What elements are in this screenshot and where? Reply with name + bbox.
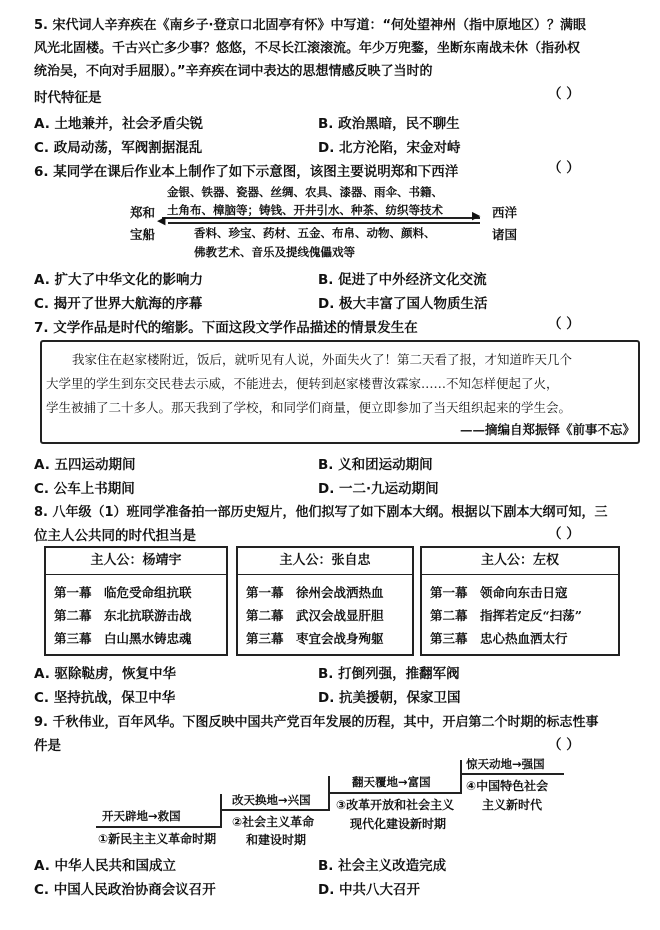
q9-stage2-label-a: ②社会主义革命 <box>232 815 315 829</box>
q7-passage-line2: 大学里的学生到东交民巷去示威，不能进去，便转到赵家楼曹汝霖家……不知怎样便起了火， <box>46 376 559 391</box>
q7-passage-line1: 我家住在赵家楼附近，饭后，就听见有人说，外面失火了！第二天看了报，才知道昨天几个 <box>72 352 573 367</box>
q8-plot-hero: 主人公：杨靖宇 <box>46 548 226 575</box>
q6-diagram-row4: 佛教艺术、音乐及提线傀儡戏等 <box>194 245 355 259</box>
q6-stem: 6. 某同学在课后作业本上制作了如下示意图，该图主要说明郑和下西洋 <box>34 164 459 180</box>
q9-stage3-label-a: ③改革开放和社会主义 <box>336 798 455 812</box>
q5-option-a[interactable]: A. 土地兼并，社会矛盾尖锐 <box>34 116 204 132</box>
q8-plot-hero: 主人公：左权 <box>422 548 618 575</box>
q8-plot-card-yang <box>44 546 228 656</box>
q6-diagram-row2: 土角布、樟脑等；铸钱、开井引水、种茶、纺织等技术 <box>167 203 443 217</box>
q8-plot-act2: 第二幕 指挥若定反“扫荡” <box>430 608 582 623</box>
q6-diagram-row1: 金银、铁器、瓷器、丝绸、农具、漆器、雨伞、书籍、 <box>167 185 443 199</box>
q9-stage4-label-a: ④中国特色社会 <box>466 779 549 793</box>
q6-diagram-right-bottom: 诸国 <box>492 227 518 242</box>
q9-stage2-step <box>220 809 330 811</box>
q9-stage3-step <box>328 792 462 794</box>
q5-option-b[interactable]: B. 政治黑暗，民不聊生 <box>318 116 460 132</box>
q9-stage3-riser <box>460 760 462 794</box>
q9-stage1-title: 开天辟地→救国 <box>102 809 181 823</box>
q9-stem-line2: 件是 <box>34 738 61 754</box>
q6-arrow-to-west <box>162 217 480 219</box>
q6-diagram-left-bottom: 宝船 <box>130 227 156 242</box>
q6-diagram-row3: 香料、珍宝、药材、五金、布帛、动物、颜料、 <box>194 226 436 240</box>
q8-plot-act2: 第二幕 东北抗联游击战 <box>54 608 192 623</box>
q9-option-b[interactable]: B. 社会主义改造完成 <box>318 858 447 874</box>
q8-stem-line1: 8. 八年级（1）班同学准备拍一部历史短片，他们拟写了如下剧本大纲。根据以下剧本大纲可知，三 <box>34 505 608 520</box>
q6-option-d[interactable]: D. 极大丰富了国人物质生活 <box>318 296 488 312</box>
q8-plot-act3: 第三幕 忠心热血洒太行 <box>430 631 568 646</box>
q8-plot-act3: 第三幕 白山黑水铸忠魂 <box>54 631 192 646</box>
q9-stage1-label: ①新民主主义革命时期 <box>98 832 217 846</box>
q8-plot-act1: 第一幕 领命向东击日寇 <box>430 585 568 600</box>
q9-stage4-title: 惊天动地→强国 <box>466 757 545 771</box>
q5-stem-line4: 时代特征是 <box>34 90 102 106</box>
q9-stage4-label-b: 主义新时代 <box>482 798 543 812</box>
q6-option-a[interactable]: A. 扩大了中华文化的影响力 <box>34 272 204 288</box>
q5-option-d[interactable]: D. 北方沦陷，宋金对峙 <box>318 140 461 156</box>
q5-stem-line3: 统治吴，不向对手屈服）。”辛弃疾在词中表达的思想情感反映了当时的 <box>34 64 433 79</box>
q6-option-b[interactable]: B. 促进了中外经济文化交流 <box>318 272 487 288</box>
q7-stem: 7. 文学作品是时代的缩影。下面这段文学作品描述的情景发生在 <box>34 320 418 336</box>
q8-answer-bracket[interactable]: （ ） <box>548 526 580 542</box>
q8-plot-card-zhang <box>236 546 414 656</box>
q8-plot-act3: 第三幕 枣宜会战身殉躯 <box>246 631 384 646</box>
q9-answer-bracket[interactable]: （ ） <box>548 737 580 753</box>
q9-stem-line1: 9. 千秋伟业，百年风华。下图反映中国共产党百年发展的历程，其中，开启第二个时期的标志性事 <box>34 715 599 730</box>
q5-stem-line1: 5. 宋代词人辛弃疾在《南乡子·登京口北固亭有怀》中写道：“何处望神州（指中原地区）？满眼 <box>34 18 586 33</box>
q9-stage3-title: 翻天覆地→富国 <box>352 775 431 789</box>
q8-plot-act1: 第一幕 徐州会战洒热血 <box>246 585 384 600</box>
q7-passage-source: ——摘编自郑振铎《前事不忘》 <box>460 422 636 437</box>
q9-stage1-step <box>96 826 222 828</box>
q9-option-c[interactable]: C. 中国人民政治协商会议召开 <box>34 882 216 898</box>
q8-option-d[interactable]: D. 抗美援朝，保家卫国 <box>318 690 461 706</box>
q8-plot-card-zuo <box>420 546 620 656</box>
q8-stem-line2: 位主人公共同的时代担当是 <box>34 528 196 544</box>
q8-plot-act2: 第二幕 武汉会战显肝胆 <box>246 608 384 623</box>
q5-answer-bracket[interactable]: （ ） <box>548 86 580 102</box>
q9-stage2-title: 改天换地→兴国 <box>232 793 311 807</box>
q9-stage3-label-b: 现代化建设新时期 <box>350 817 447 831</box>
q6-arrow-head-left-icon: ◀ <box>157 214 166 227</box>
q7-option-d[interactable]: D. 一二·九运动期间 <box>318 481 439 497</box>
q6-diagram-right-top: 西洋 <box>492 205 518 220</box>
q7-option-b[interactable]: B. 义和团运动期间 <box>318 457 433 473</box>
q6-arrow-head-right-icon: ▶ <box>472 209 481 222</box>
q7-passage-box <box>40 340 640 444</box>
q9-stage4-step <box>460 773 564 775</box>
q5-stem-line2: 风光北固楼。千古兴亡多少事？悠悠，不尽长江滚滚流。年少万兜鍪，坐断东南战未休（指孙权 <box>34 41 581 56</box>
q8-option-b[interactable]: B. 打倒列强，推翻军阀 <box>318 666 460 682</box>
q6-diagram-left-top: 郑和 <box>130 205 156 220</box>
q6-option-c[interactable]: C. 揭开了世界大航海的序幕 <box>34 296 203 312</box>
q8-plot-hero: 主人公：张自忠 <box>238 548 412 575</box>
q8-plot-act1: 第一幕 临危受命组抗联 <box>54 585 192 600</box>
q7-passage-line3: 学生被捕了二十多人。那天我到了学校，和同学们商量，便立即参加了当天组织起来的学生会。 <box>46 400 572 415</box>
q6-answer-bracket[interactable]: （ ） <box>548 160 580 176</box>
q8-option-a[interactable]: A. 驱除鞑虏，恢复中华 <box>34 666 177 682</box>
q9-stage2-label-b: 和建设时期 <box>246 833 307 847</box>
q7-answer-bracket[interactable]: （ ） <box>548 316 580 332</box>
q7-option-c[interactable]: C. 公车上书期间 <box>34 481 135 497</box>
q9-option-d[interactable]: D. 中共八大召开 <box>318 882 421 898</box>
q7-option-a[interactable]: A. 五四运动期间 <box>34 457 136 473</box>
q8-option-c[interactable]: C. 坚持抗战，保卫中华 <box>34 690 176 706</box>
q5-option-c[interactable]: C. 政局动荡，军阀割据混乱 <box>34 140 203 156</box>
q9-stage1-riser <box>220 794 222 828</box>
q6-arrow-to-china <box>168 222 480 224</box>
q9-option-a[interactable]: A. 中华人民共和国成立 <box>34 858 177 874</box>
